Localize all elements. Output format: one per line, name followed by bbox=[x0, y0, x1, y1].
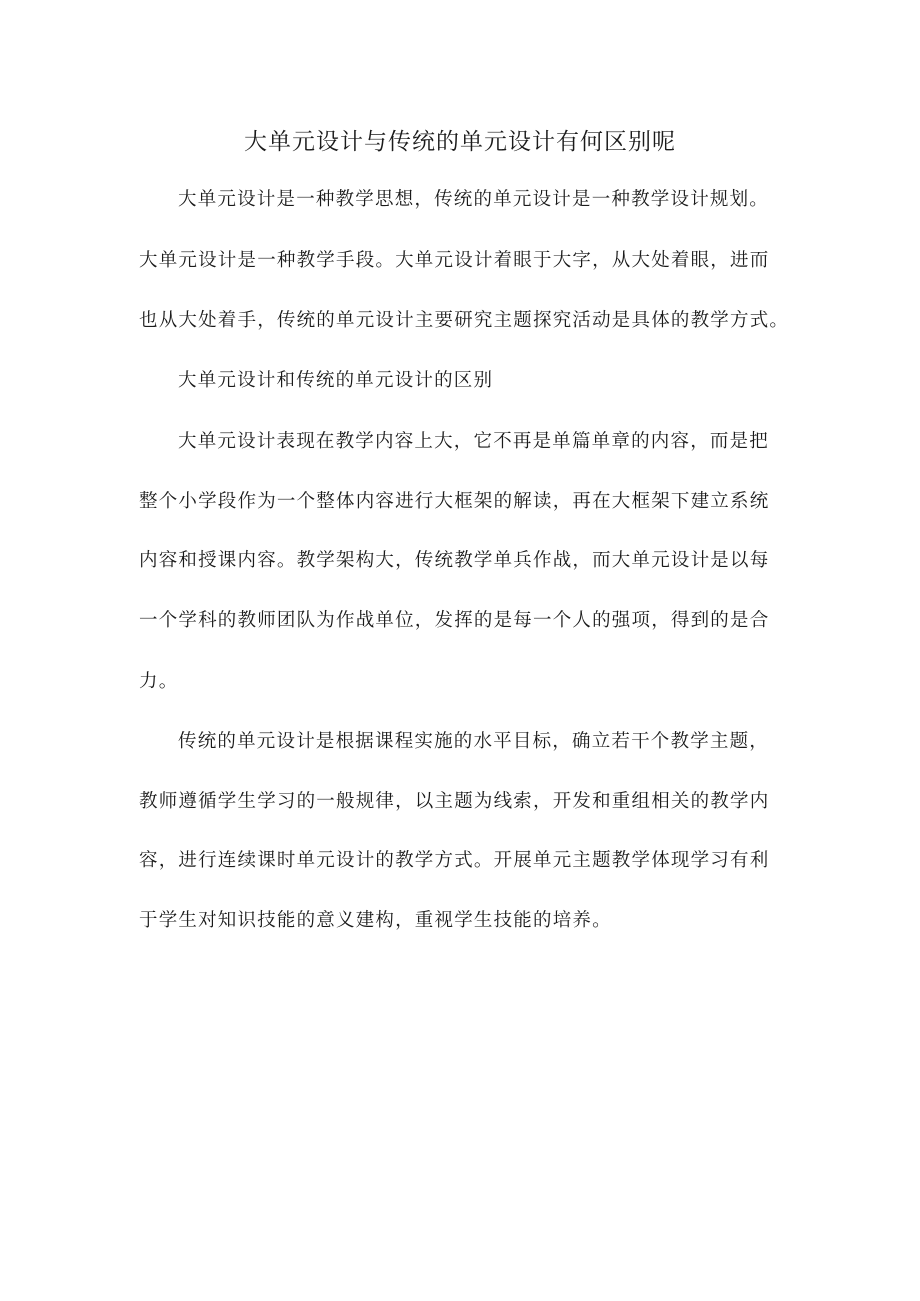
paragraph-line: 容，进行连续课时单元设计的教学方式。开展单元主题教学体现学习有利 bbox=[139, 850, 770, 871]
document-title: 大单元设计与传统的单元设计有何区别呢 bbox=[244, 129, 676, 155]
paragraph-line: 于学生对知识技能的意义建构，重视学生技能的培养。 bbox=[139, 910, 612, 931]
paragraph-line: 力。 bbox=[139, 671, 179, 692]
paragraph-line: 大单元设计是一种教学思想，传统的单元设计是一种教学设计规划。 bbox=[178, 189, 770, 210]
paragraph-line: 一个学科的教师团队为作战单位，发挥的是每一个人的强项，得到的是合 bbox=[139, 610, 770, 631]
paragraph-line: 教师遵循学生学习的一般规律，以主题为线索，开发和重组相关的教学内 bbox=[139, 791, 770, 812]
paragraph-line: 整个小学段作为一个整体内容进行大框架的解读，再在大框架下建立系统 bbox=[139, 491, 770, 512]
paragraph-line: 传统的单元设计是根据课程实施的水平目标，确立若干个教学主题， bbox=[178, 731, 770, 752]
paragraph-line: 内容和授课内容。教学架构大，传统教学单兵作战，而大单元设计是以每 bbox=[139, 550, 770, 571]
paragraph-line: 也从大处着手，传统的单元设计主要研究主题探究活动是具体的教学方式。 bbox=[139, 310, 790, 331]
section-heading: 大单元设计和传统的单元设计的区别 bbox=[178, 370, 494, 391]
paragraph-line: 大单元设计是一种教学手段。大单元设计着眼于大字，从大处着眼，进而 bbox=[139, 250, 770, 271]
paragraph-line: 大单元设计表现在教学内容上大，它不再是单篇单章的内容，而是把 bbox=[178, 431, 770, 452]
